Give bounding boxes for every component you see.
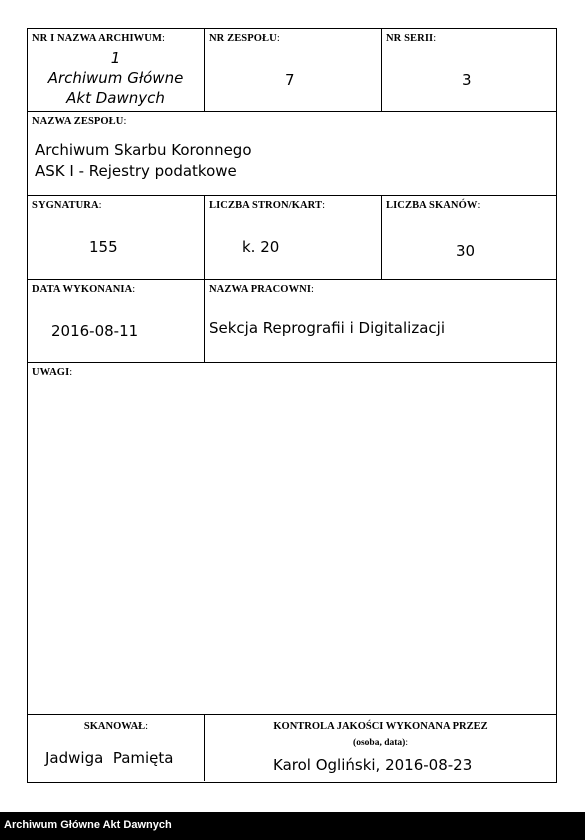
series-number-label: NR SERII:: [386, 33, 437, 44]
cell-archive: [28, 29, 205, 111]
cell-workshop: [205, 280, 556, 362]
cell-series-number: [382, 29, 556, 111]
fonds-number-value: 7: [285, 71, 295, 89]
row-signature: [28, 196, 556, 280]
row-date: [28, 280, 556, 363]
archive-name-line2: Akt Dawnych: [66, 89, 165, 107]
fonds-number-label: NR ZESPOŁU:: [209, 33, 280, 44]
row-notes: [28, 363, 556, 715]
cell-quality: [205, 715, 556, 781]
scans-value: 30: [456, 242, 476, 260]
signature-label: SYGNATURA:: [32, 200, 102, 211]
row-signoff: [28, 715, 556, 781]
archive-label: NR I NAZWA ARCHIWUM:: [32, 33, 165, 44]
fonds-name-label: NAZWA ZESPOŁU:: [32, 116, 127, 127]
scanned-by-value: Jadwiga Pamięta: [45, 749, 174, 767]
quality-label: KONTROLA JAKOŚCI WYKONANA PRZEZ: [273, 721, 488, 732]
workshop-label: NAZWA PRACOWNI:: [209, 284, 315, 295]
archive-number: 1: [110, 49, 121, 67]
fonds-name-line1: Archiwum Skarbu Koronnego: [35, 141, 252, 159]
cell-scanned-by: [28, 715, 205, 781]
quality-value: Karol Ogliński, 2016-08-23: [273, 756, 473, 774]
metadata-form: [27, 28, 557, 783]
pages-value: k. 20: [242, 238, 280, 256]
notes-label: UWAGI:: [32, 367, 73, 378]
footer-text: Archiwum Główne Akt Dawnych: [4, 819, 172, 831]
date-value: 2016-08-11: [51, 322, 139, 340]
cell-pages: [205, 196, 382, 279]
cell-scans: [382, 196, 556, 279]
quality-sublabel: (osoba, data):: [353, 738, 408, 748]
fonds-name-value: [35, 140, 252, 182]
pages-label: LICZBA STRON/KART:: [209, 200, 326, 211]
cell-signature: [28, 196, 205, 279]
archive-value: [28, 48, 203, 108]
scans-label: LICZBA SKANÓW:: [386, 200, 481, 211]
scanned-by-label: SKANOWAŁ:: [83, 721, 149, 732]
archive-name-line1: Archiwum Główne: [47, 69, 184, 87]
date-label: DATA WYKONANIA:: [32, 284, 136, 295]
cell-date: [28, 280, 205, 362]
fonds-name-line2: ASK I - Rejestry podatkowe: [35, 162, 237, 180]
footer-bar: [0, 812, 585, 840]
row-fonds-name: [28, 112, 556, 196]
row-archive: [28, 29, 556, 112]
series-number-value: 3: [462, 71, 472, 89]
workshop-value: Sekcja Reprografii i Digitalizacji: [209, 319, 445, 337]
cell-fonds-number: [205, 29, 382, 111]
signature-value: 155: [89, 238, 118, 256]
